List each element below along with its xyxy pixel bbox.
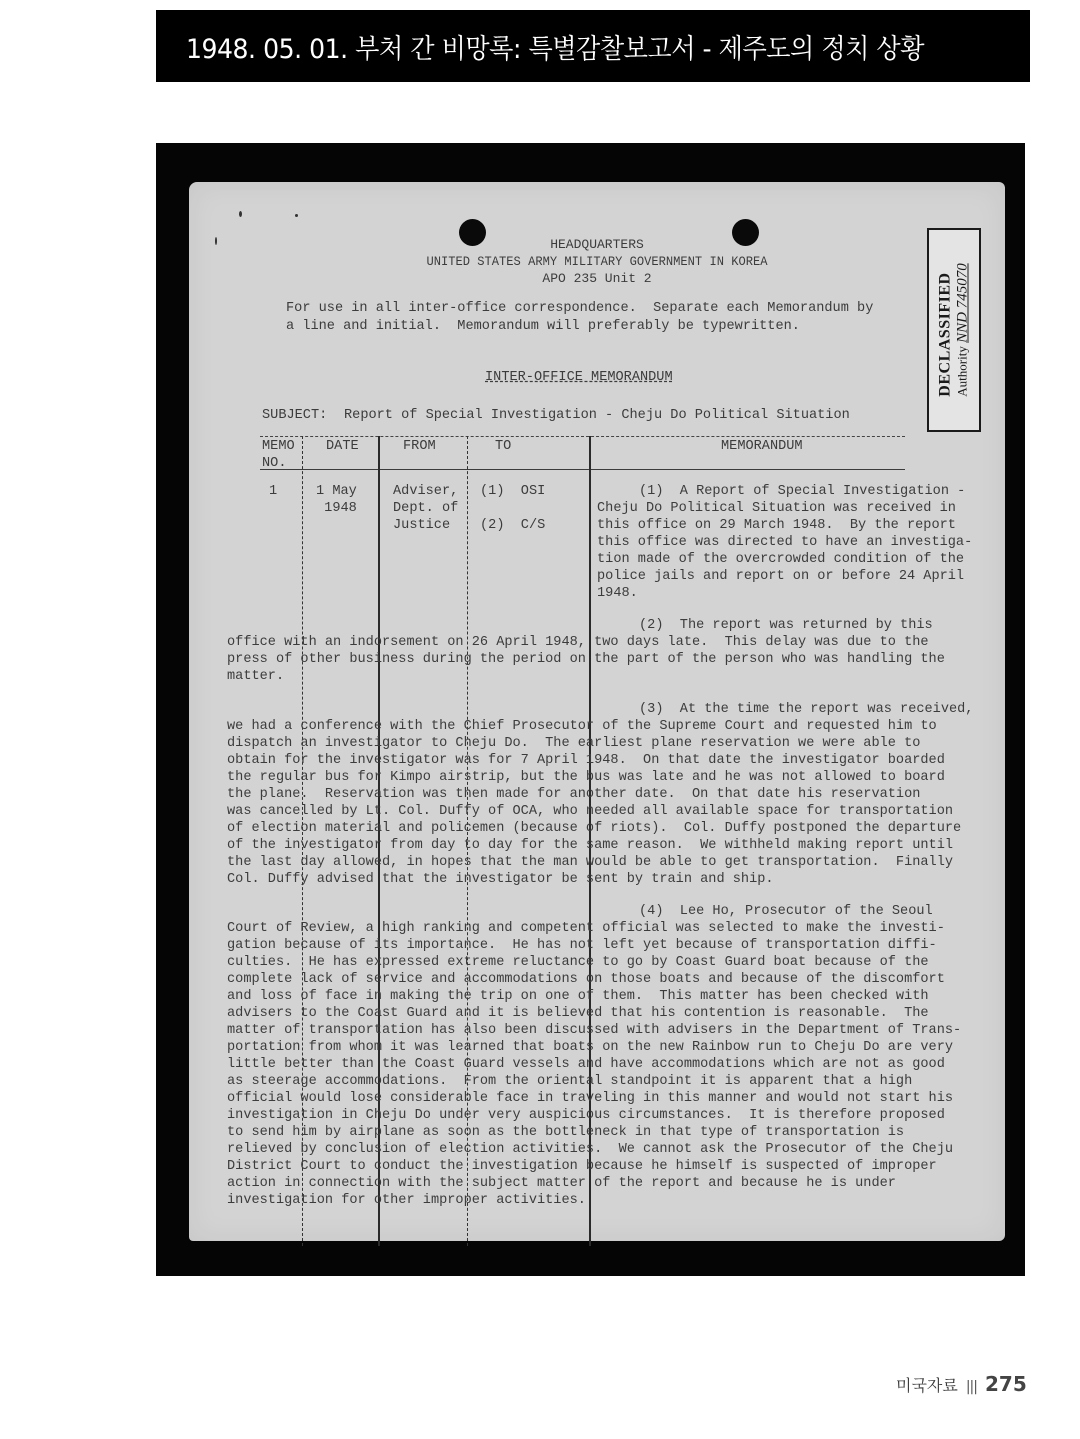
paragraph-line: (1) A Report of Special Investigation - [639,484,966,499]
entry-date: 1 May 1948 [316,484,357,516]
paragraph-line: we had a conference with the Chief Prosecutor of the Supreme Court and requested him to [227,719,937,734]
paragraph-line: Court of Review, a high ranking and competent official was selected to make the investi- [227,921,945,936]
paragraph-line: the regular bus for Kimpo airstrip, but the bus was late and he was not allowed to board [227,770,945,785]
entry-to-2: (2) C/S [480,518,546,533]
paragraph-line: complete lack of service and accommodations on those boats and because of the discomfort [227,972,945,987]
speck-mark [239,211,242,217]
declassified-stamp [927,228,981,432]
entry-memo-no: 1 [269,484,278,499]
page-title-bar [156,10,1030,82]
paragraph-line: and loss of face in making the trip on one of them. This matter has been checked with [227,989,929,1004]
page-title: 1948. 05. 01. 부처 간 비망록: 특별감찰보고서 - 제주도의 정치 상황 [186,33,925,65]
letterhead-line-3: APO 235 Unit 2 [542,271,652,286]
header-to: TO [495,439,512,454]
paragraph-line: (4) Lee Ho, Prosecutor of the Seoul [639,904,933,919]
paragraph-line: gation because of its importance. He has not left yet because of transportation diffi- [227,938,937,953]
instructions-line-2: a line and initial. Memorandum will preferably be typewritten. [286,319,800,334]
paragraph-line: as steerage accommodations. From the oriental standpoint it is apparent that a high [227,1074,913,1089]
document-photo-frame [156,143,1025,1276]
letterhead-line-1: HEADQUARTERS [550,237,644,252]
header-memo-no: MEMO NO. [262,439,295,471]
paragraph-line: investigation in Cheju Do under very auspicious circumstances. It is therefore proposed [227,1108,945,1123]
instructions-line-1: For use in all inter-office correspondence. Separate each Memorandum by [286,301,874,316]
paragraph-line: this office was directed to have an investiga- [597,535,973,550]
header-date: DATE [326,439,359,454]
paragraph-line: of the investigator from day to day for the same reason. We withheld making report until [227,838,954,853]
paragraph-line: advisers to the Coast Guard and it is believed that his contention is reasonable. The [227,1006,929,1021]
header-from: FROM [403,439,436,454]
paragraph-line: (3) At the time the report was received, [639,702,974,717]
paragraph-line: to send him by airplane as soon as the bottleneck in that type of transportation is [227,1125,905,1140]
paragraph-line: obtain for the investigator was for 7 April 1948. On that date the investigator boarded [227,753,945,768]
stamp-title: DECLASSIFIED [936,272,954,397]
paragraph-line: 1948. [597,586,638,601]
subject-label: SUBJECT: [262,408,328,423]
paragraph-line: matter. [227,669,285,684]
form-title: INTER-OFFICE MEMORANDUM [485,370,673,385]
paragraph-line: was cancelled by Lt. Col. Duffy of OCA, who needed all available space for transportation [227,804,954,819]
paragraph-line: official would lose considerable face in traveling in this manner and would not start his [227,1091,954,1106]
paragraph-line: press of other business during the period on the part of the person who was handling the [227,652,945,667]
paragraph-line: (2) The report was returned by this [639,618,933,633]
paragraph-line: this office on 29 March 1948. By the report [597,518,956,533]
footer-separator: ||| [965,1379,977,1395]
subject-text: Report of Special Investigation - Cheju Do Political Situation [344,408,850,423]
stamp-authority: Authority NND 745070 [954,263,971,397]
paragraph-line: action in connection with the subject matter of the report and because he is under [227,1176,896,1191]
paragraph-line: District Court to conduct the investigation because he himself is suspected of improper [227,1159,937,1174]
paragraph-line: little better than the Coast Guard vessels and have accommodations which are not as good [227,1057,945,1072]
speck-mark [295,214,298,217]
paragraph-line: the plane. Reservation was then made for another date. On that date his reservation [227,787,921,802]
paragraph-line: Cheju Do Political Situation was received in [597,501,956,516]
paragraph-line: portation from whom it was learned that boats on the new Rainbow run to Cheju Do are very [227,1040,954,1055]
letterhead-line-2: UNITED STATES ARMY MILITARY GOVERNMENT IN KOREA [426,254,768,269]
paragraph-line: Col. Duffy advised that the investigator be sent by train and ship. [227,872,774,887]
page-number: 275 [984,1372,1027,1396]
entry-to-1: (1) OSI [480,484,546,499]
paragraph-line: relieved by conclusion of election activities. We cannot ask the Prosecutor of the Cheju [227,1142,954,1157]
memorandum-paper [189,182,1005,1241]
paragraph-line: office with an indorsement on 26 April 1948, two days late. This delay was due to the [227,635,929,650]
paragraph-line: of election material and policemen (because of riots). Col. Duffy postponed the departure [227,821,962,836]
page-footer [896,1372,1027,1396]
table-header-rule [260,469,905,470]
paragraph-line: dispatch an investigator to Cheju Do. The earliest plane reservation we were able to [227,736,921,751]
entry-from: Adviser, Dept. of Justice [393,484,459,533]
paragraph-line: the last day allowed, in hopes that the man would be able to get transportation. Finally [227,855,954,870]
paragraph-line: matter of transportation has also been discussed with advisers in the Department of Trans- [227,1023,962,1038]
paragraph-line: tion made of the overcrowded condition of the [597,552,965,567]
paragraph-line: investigation for other improper activities. [227,1193,586,1208]
table-top-rule [260,436,905,437]
paragraph-line: culties. He has expressed extreme reluctance to go by Coast Guard boat because of the [227,955,929,970]
paragraph-line: police jails and report on or before 24 April [597,569,965,584]
footer-section-label: 미국자료 [896,1376,958,1395]
header-memorandum: MEMORANDUM [721,439,803,454]
